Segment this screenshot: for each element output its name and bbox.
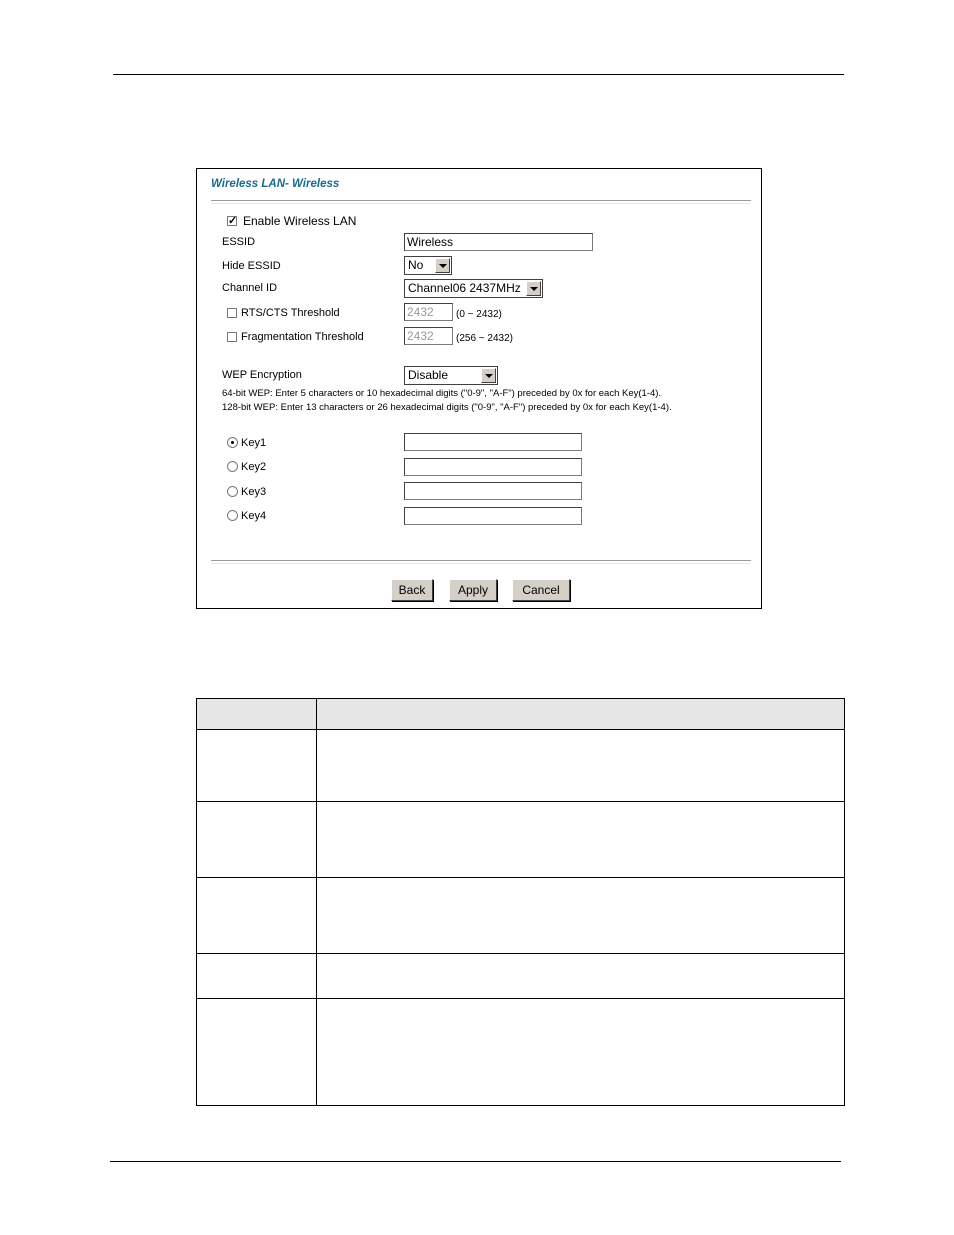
key1-radio[interactable] bbox=[227, 437, 238, 448]
table-cell bbox=[197, 802, 317, 878]
table-cell bbox=[197, 999, 317, 1106]
fragmentation-checkbox[interactable] bbox=[227, 332, 237, 342]
back-button[interactable]: Back bbox=[391, 579, 433, 601]
table-row bbox=[197, 802, 845, 878]
table-cell bbox=[197, 730, 317, 802]
table-row bbox=[197, 954, 845, 999]
key4-input[interactable] bbox=[404, 507, 582, 525]
chevron-down-icon[interactable] bbox=[435, 258, 450, 273]
essid-input[interactable]: Wireless bbox=[404, 233, 593, 251]
table-cell bbox=[317, 999, 845, 1106]
fragmentation-label: Fragmentation Threshold bbox=[241, 331, 364, 343]
footer-separator bbox=[211, 560, 751, 564]
table-header-cell bbox=[317, 699, 845, 730]
key3-radio[interactable] bbox=[227, 486, 238, 497]
hide-essid-select[interactable] bbox=[404, 256, 452, 275]
channel-id-label: Channel ID bbox=[222, 282, 278, 294]
key1-label: Key1 bbox=[241, 437, 267, 449]
enable-wireless-label: Enable Wireless LAN bbox=[243, 214, 357, 228]
key1-input[interactable] bbox=[404, 433, 582, 451]
table-row bbox=[197, 730, 845, 802]
wep-encryption-value: Disable bbox=[408, 368, 449, 382]
key2-input[interactable] bbox=[404, 458, 582, 476]
table-cell bbox=[317, 730, 845, 802]
wep-encryption-select[interactable] bbox=[404, 366, 498, 385]
rts-cts-range: (0 ~ 2432) bbox=[456, 309, 502, 320]
table-cell bbox=[197, 954, 317, 999]
table-cell bbox=[317, 954, 845, 999]
fragmentation-range: (256 ~ 2432) bbox=[456, 333, 513, 344]
key4-radio[interactable] bbox=[227, 510, 238, 521]
key3-input[interactable] bbox=[404, 482, 582, 500]
rts-cts-label: RTS/CTS Threshold bbox=[241, 307, 340, 319]
wep-note-128: 128-bit WEP: Enter 13 characters or 26 hexadecimal digits ("0-9", "A-F") preceded by 0x for each Key(1-4). bbox=[222, 402, 672, 413]
apply-button[interactable]: Apply bbox=[449, 579, 497, 601]
table-cell bbox=[317, 802, 845, 878]
fragmentation-input[interactable]: 2432 bbox=[404, 327, 453, 345]
wep-note-64: 64-bit WEP: Enter 5 characters or 10 hexadecimal digits ("0-9", "A-F") preceded by 0x for each Key(1-4). bbox=[222, 388, 662, 399]
chevron-down-icon[interactable] bbox=[526, 281, 541, 296]
hide-essid-label: Hide ESSID bbox=[222, 260, 281, 272]
key3-label: Key3 bbox=[241, 486, 267, 498]
table-row bbox=[197, 878, 845, 954]
channel-id-select[interactable] bbox=[404, 279, 543, 298]
enable-wireless-checkbox[interactable] bbox=[227, 216, 237, 226]
wep-encryption-label: WEP Encryption bbox=[222, 369, 302, 381]
description-table bbox=[196, 698, 845, 1106]
table-cell bbox=[197, 878, 317, 954]
rts-cts-checkbox[interactable] bbox=[227, 308, 237, 318]
channel-id-value: Channel06 2437MHz bbox=[408, 281, 521, 295]
essid-label: ESSID bbox=[222, 236, 256, 248]
key2-label: Key2 bbox=[241, 461, 267, 473]
key4-label: Key4 bbox=[241, 510, 267, 522]
key2-radio[interactable] bbox=[227, 461, 238, 472]
table-cell bbox=[317, 878, 845, 954]
footer-rule bbox=[110, 1161, 841, 1162]
panel-title: Wireless LAN- Wireless bbox=[211, 178, 340, 190]
table-row bbox=[197, 999, 845, 1106]
rts-cts-input[interactable]: 2432 bbox=[404, 303, 453, 321]
chevron-down-icon[interactable] bbox=[481, 368, 496, 383]
table-header-row bbox=[197, 699, 845, 730]
wireless-lan-panel bbox=[196, 168, 762, 609]
hide-essid-value: No bbox=[408, 258, 424, 272]
header-rule bbox=[113, 74, 844, 75]
cancel-button[interactable]: Cancel bbox=[512, 579, 570, 601]
table-header-cell bbox=[197, 699, 317, 730]
title-separator bbox=[211, 200, 751, 204]
